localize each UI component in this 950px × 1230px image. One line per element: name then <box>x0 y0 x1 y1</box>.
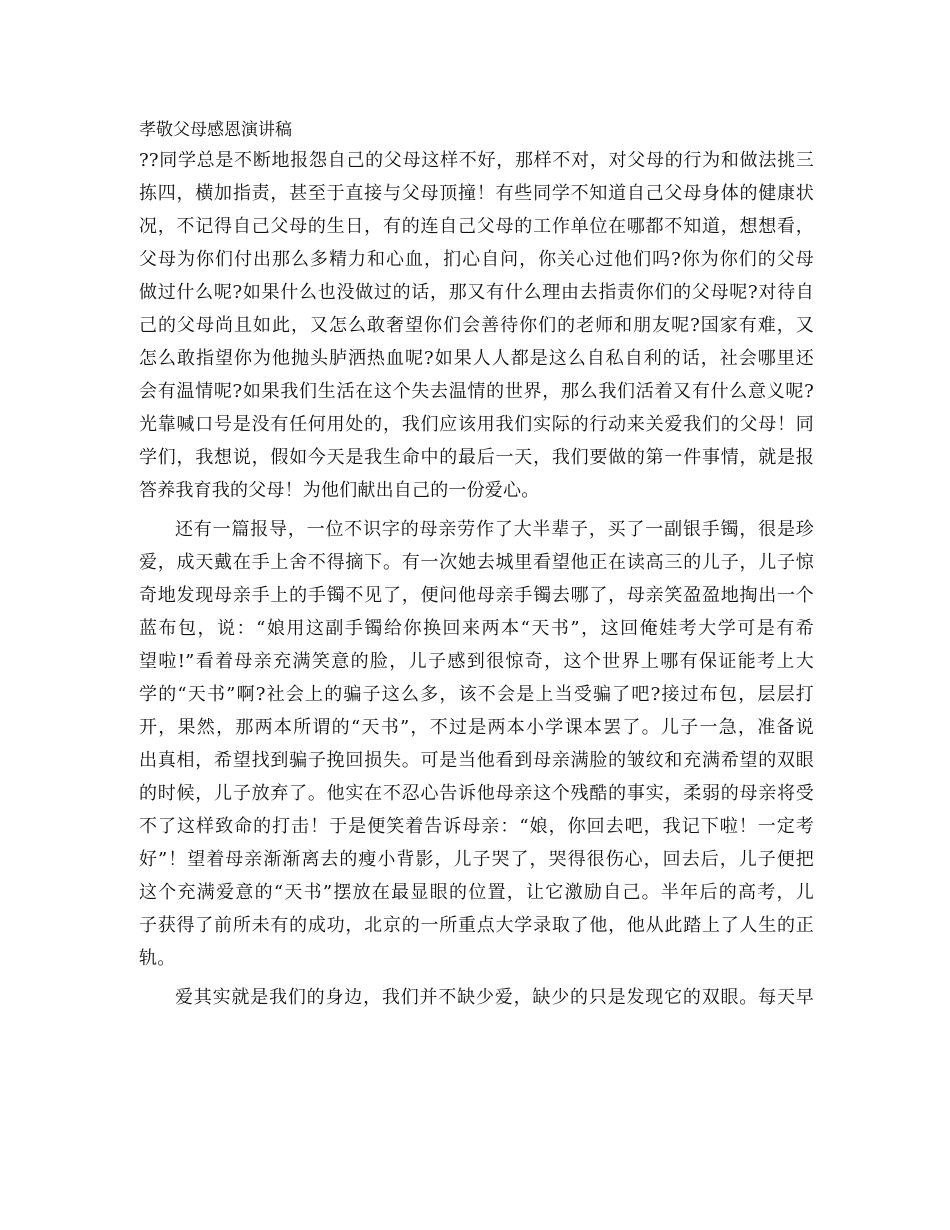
text-line: 己的父母尚且如此，又怎么敢奢望你们会善待你们的老师和朋友呢?国家有难，又 <box>139 315 814 336</box>
text-line: 怎么敢指望你为他抛头胪洒热血呢?如果人人都是这么自私自利的话，社会哪里还 <box>139 348 814 369</box>
text-line: 奇地发现母亲手上的手镯不见了，便问他母亲手镯去哪了，母亲笑盈盈地掏出一个 <box>139 585 814 606</box>
document-page <box>139 116 814 1014</box>
paragraph-1 <box>139 144 814 507</box>
text-line: 不了这样致命的打击！于是便笑着告诉母亲：“娘，你回去吧，我记下啦！一定考 <box>139 816 814 837</box>
paragraph-3 <box>139 981 814 1014</box>
text-line: 子获得了前所未有的成功，北京的一所重点大学录取了他，他从此踏上了人生的正 <box>139 915 814 936</box>
text-line: 还有一篇报导，一位不识字的母亲劳作了大半辈子，买了一副银手镯，很是珍 <box>175 519 814 540</box>
text-line: 答养我育我的父母！为他们献出自己的一份爱心。 <box>139 480 540 501</box>
text-line: 爱其实就是我们的身边，我们并不缺少爱，缺少的只是发现它的双眼。每天早 <box>175 987 814 1008</box>
text-line: 出真相，希望找到骗子挽回损失。可是当他看到母亲满脸的皱纹和充满希望的双眼 <box>139 750 814 771</box>
text-line: 拣四，横加指责，甚至于直接与父母顶撞！有些同学不知道自己父母身体的健康状 <box>139 183 814 204</box>
text-line: 爱，成天戴在手上舍不得摘下。有一次她去城里看望他正在读高三的儿子，儿子惊 <box>139 552 814 573</box>
paragraph-2 <box>139 513 814 975</box>
text-line: 况，不记得自己父母的生日，有的连自己父母的工作单位在哪都不知道，想想看， <box>139 216 814 237</box>
text-line: 轨。 <box>139 948 176 969</box>
text-line: 好”！望着母亲渐渐离去的瘦小背影，儿子哭了，哭得很伤心，回去后，儿子便把 <box>139 849 814 870</box>
text-line: ??同学总是不断地报怨自己的父母这样不好，那样不对，对父母的行为和做法挑三 <box>139 150 814 171</box>
text-line: 这个充满爱意的“天书”摆放在最显眼的位置，让它激励自己。半年后的高考，儿 <box>139 882 814 903</box>
text-line: 会有温情呢?如果我们生活在这个失去温情的世界，那么我们活着又有什么意义呢? <box>139 381 814 402</box>
text-line: 做过什么呢?如果什么也没做过的话，那又有什么理由去指责你们的父母呢?对待自 <box>139 282 814 303</box>
text-line: 望啦!”看着母亲充满笑意的脸，儿子感到很惊奇，这个世界上哪有保证能考上大 <box>139 651 814 672</box>
document-title: 孝敬父母感恩演讲稿 <box>139 120 292 140</box>
text-line: 学们，我想说，假如今天是我生命中的最后一天，我们要做的第一件事情，就是报 <box>139 447 814 468</box>
text-line: 的时候，儿子放弃了。他实在不忍心告诉他母亲这个残酷的事实，柔弱的母亲将受 <box>139 783 814 804</box>
text-line: 蓝布包，说：“娘用这副手镯给你换回来两本“天书”，这回俺娃考大学可是有希 <box>139 618 814 639</box>
text-line: 学的“天书”啊?社会上的骗子这么多，该不会是上当受骗了吧?接过布包，层层打 <box>139 684 814 705</box>
text-line: 开，果然，那两本所谓的“天书”，不过是两本小学课本罢了。儿子一急，准备说 <box>139 717 814 738</box>
text-line: 父母为你们付出那么多精力和心血，扪心自问，你关心过他们吗?你为你们的父母 <box>139 249 814 270</box>
text-line: 光靠喊口号是没有任何用处的，我们应该用我们实际的行动来关爱我们的父母！同 <box>139 414 814 435</box>
